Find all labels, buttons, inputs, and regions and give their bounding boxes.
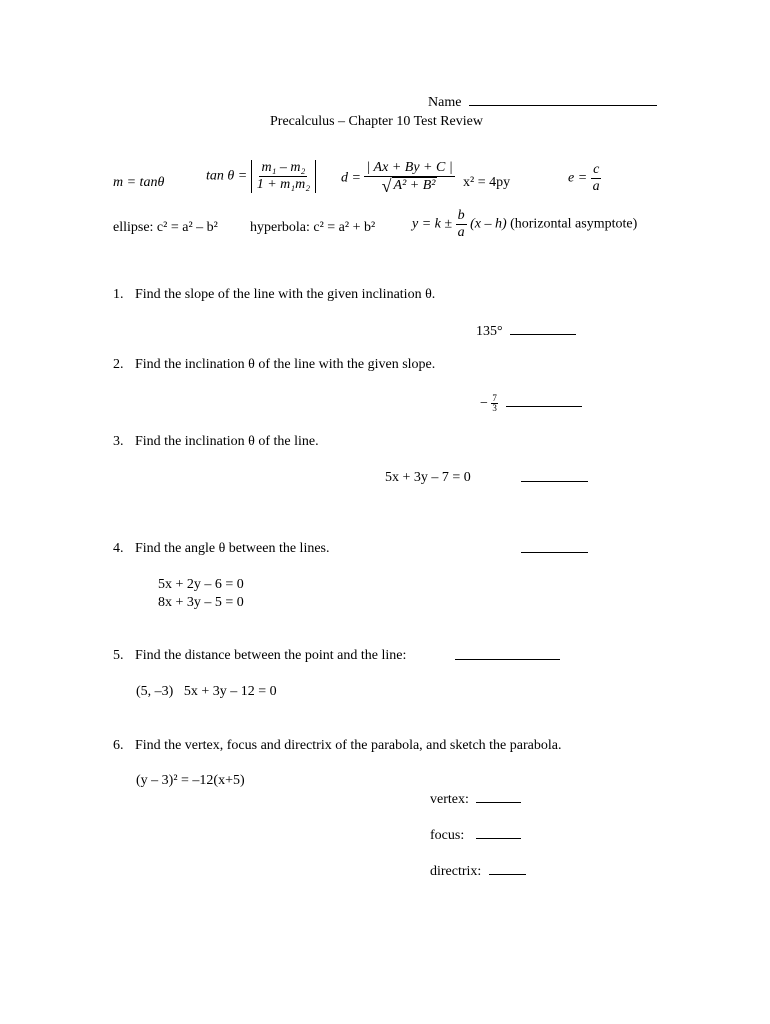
question-4-line-2: 8x + 3y – 5 = 0	[158, 595, 244, 610]
question-4-answer-blank[interactable]	[521, 540, 588, 553]
question-2-answer-blank[interactable]	[506, 394, 582, 407]
angle-formula	[206, 160, 316, 193]
asymptote-formula-left: y = k ±	[412, 216, 453, 232]
question-4-line-1: 5x + 2y – 6 = 0	[158, 577, 244, 592]
hyperbola-formula: hyperbola: c² = a² + b²	[250, 220, 376, 235]
distance-formula-numerator: | Ax + By + C |	[366, 160, 453, 175]
distance-formula	[341, 160, 455, 197]
vertex-label: vertex:	[430, 792, 469, 807]
question-6-given: (y – 3)² = –12(x+5)	[136, 773, 245, 788]
question-3-given: 5x + 3y – 7 = 0	[385, 470, 471, 485]
asymptote-formula	[412, 208, 637, 241]
asymptote-numerator: b	[457, 208, 465, 223]
question-5-answer-blank[interactable]	[455, 647, 560, 660]
directrix-label: directrix:	[430, 864, 482, 879]
eccentricity-numerator: c	[593, 162, 600, 177]
parabola-formula: x² = 4py	[463, 175, 511, 190]
question-number: 5.	[113, 648, 124, 663]
eccentricity-formula	[568, 162, 602, 195]
question-number: 2.	[113, 357, 124, 372]
angle-formula-left: tan θ =	[206, 168, 248, 184]
question-2	[113, 356, 435, 374]
distance-formula-denominator: A² + B²	[393, 178, 436, 193]
question-number: 1.	[113, 287, 124, 302]
question-3	[113, 433, 319, 451]
question-6	[113, 737, 561, 755]
question-number: 4.	[113, 541, 124, 556]
question-text: Find the inclination θ of the line with the given slope.	[135, 357, 436, 372]
slope-formula: m = tanθ	[113, 175, 165, 190]
directrix-row	[430, 862, 526, 881]
page-title: Precalculus – Chapter 10 Test Review	[270, 114, 483, 129]
focus-answer-blank[interactable]	[476, 826, 521, 839]
question-2-given-row	[480, 394, 582, 413]
eccentricity-formula-left: e =	[568, 170, 588, 186]
eccentricity-denominator: a	[592, 179, 600, 194]
asymptote-denominator: a	[457, 225, 465, 240]
question-1-answer-blank[interactable]	[510, 322, 576, 335]
question-3-answer-blank[interactable]	[521, 469, 588, 482]
focus-label: focus:	[430, 828, 465, 843]
question-5-given: (5, –3) 5x + 3y – 12 = 0	[136, 684, 277, 699]
asymptote-note: (horizontal asymptote)	[510, 216, 638, 232]
question-1	[113, 286, 435, 304]
focus-row	[430, 826, 521, 845]
question-2-given-numerator: 7	[492, 393, 497, 404]
question-1-given: 135°	[476, 324, 503, 339]
question-2-given-sign: −	[480, 396, 488, 411]
name-label: Name	[428, 95, 462, 110]
question-text: Find the angle θ between the lines.	[135, 541, 330, 556]
question-5	[113, 647, 406, 665]
question-2-given-denominator: 3	[492, 403, 497, 414]
asymptote-formula-right: (x – h)	[470, 216, 507, 232]
distance-formula-left: d =	[341, 170, 361, 186]
question-text: Find the distance between the point and the line:	[135, 648, 407, 663]
ellipse-formula: ellipse: c² = a² – b²	[113, 220, 218, 235]
name-blank[interactable]	[469, 93, 657, 106]
sqrt-icon: √ A² + B²	[381, 176, 436, 196]
name-label-row	[428, 93, 657, 112]
angle-formula-numerator: m₁ – m₂	[261, 160, 306, 175]
question-number: 3.	[113, 434, 124, 449]
question-4	[113, 540, 330, 558]
directrix-answer-blank[interactable]	[489, 862, 526, 875]
vertex-row	[430, 790, 521, 809]
angle-formula-denominator: 1 + m₁m₂	[256, 177, 311, 192]
question-text: Find the vertex, focus and directrix of the parabola, and sketch the parabola.	[135, 738, 562, 753]
vertex-answer-blank[interactable]	[476, 790, 521, 803]
question-text: Find the inclination θ of the line.	[135, 434, 319, 449]
question-text: Find the slope of the line with the given inclination θ.	[135, 287, 436, 302]
question-number: 6.	[113, 738, 124, 753]
question-1-given-row	[476, 322, 576, 341]
